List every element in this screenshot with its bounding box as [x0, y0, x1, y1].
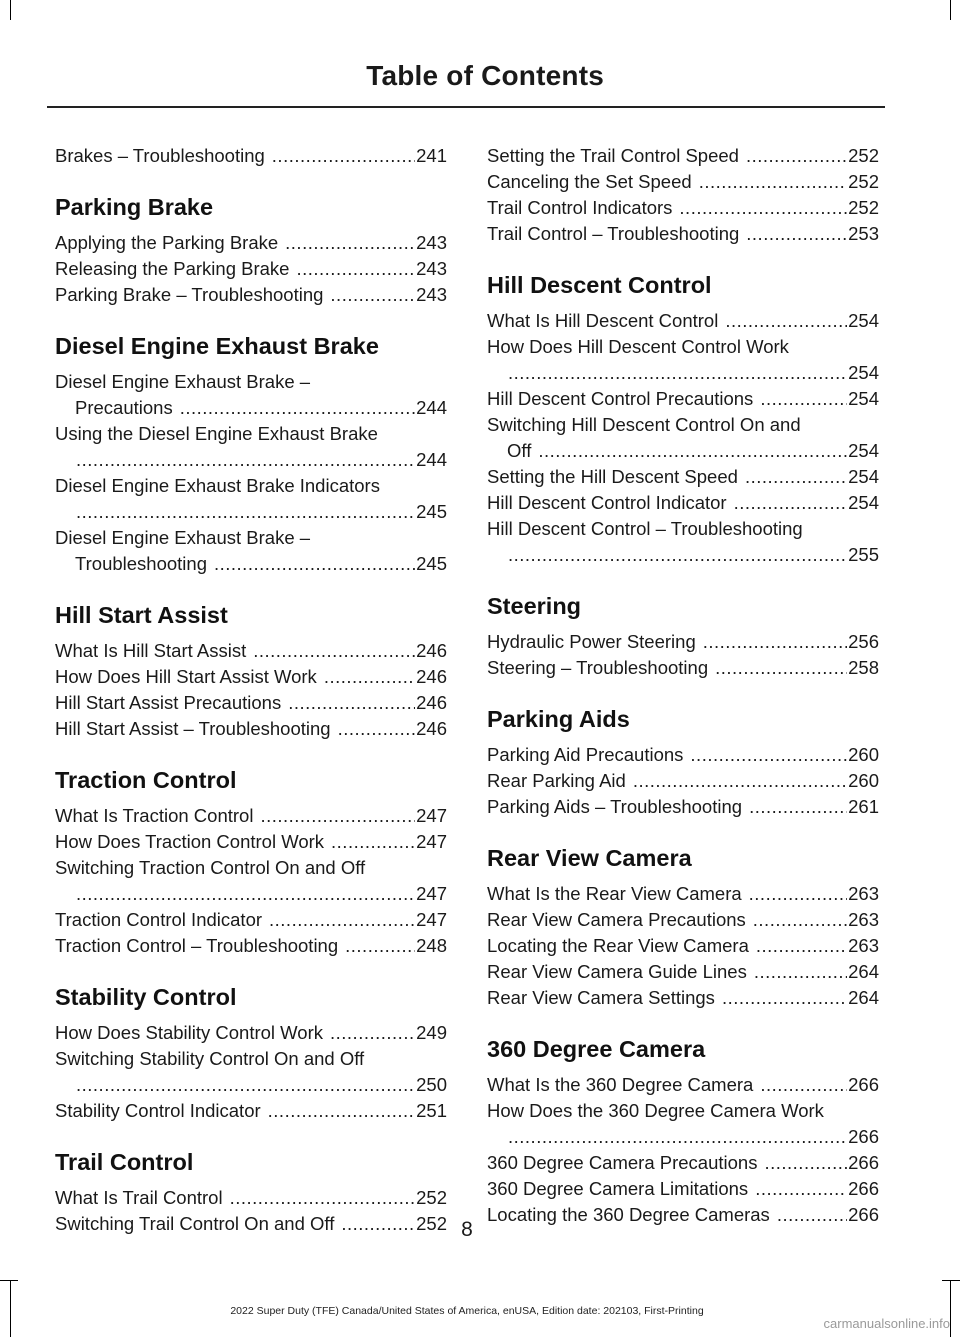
- dot-leader: [722, 985, 847, 1011]
- toc-entry-page: 244: [416, 449, 447, 470]
- crop-mark: [950, 0, 951, 20]
- toc-entry-title: How Does Traction Control Work: [55, 831, 325, 852]
- toc-entry-title: Hydraulic Power Steering: [487, 631, 696, 652]
- toc-entry-title: Parking Aid Precautions: [487, 744, 684, 765]
- toc-entry-title: Diesel Engine Exhaust Brake –: [55, 371, 311, 392]
- toc-entry-title: Rear Parking Aid: [487, 770, 626, 791]
- toc-entry-title: Setting the Hill Descent Speed: [487, 466, 738, 487]
- toc-entry[interactable]: [55, 716, 447, 742]
- section-heading: Hill Start Assist: [55, 602, 228, 628]
- dot-leader: [508, 1124, 847, 1150]
- toc-entry-page: 266: [848, 1178, 879, 1199]
- toc-entry-page: 254: [848, 492, 879, 513]
- dot-leader: [230, 1185, 416, 1211]
- toc-entry-title: Steering – Troubleshooting: [487, 657, 709, 678]
- toc-entry-title-continued: Precautions: [75, 397, 173, 418]
- toc-entry-page: 260: [848, 770, 879, 791]
- toc-entry-title: What Is Hill Descent Control: [487, 310, 719, 331]
- toc-entry-page: 254: [848, 440, 879, 461]
- dot-leader: [214, 551, 415, 577]
- toc-entry-title: Traction Control Indicator: [55, 909, 263, 930]
- crop-mark: [10, 0, 11, 20]
- dot-leader: [760, 386, 847, 412]
- title-divider: [47, 106, 885, 108]
- toc-entry[interactable]: [487, 195, 879, 221]
- section-heading: Traction Control: [55, 767, 237, 793]
- page-number: 8: [461, 1218, 473, 1241]
- toc-entry-page: 243: [416, 284, 447, 305]
- toc-entry[interactable]: [55, 690, 447, 716]
- toc-entry[interactable]: [487, 143, 879, 169]
- toc-entry[interactable]: [487, 1098, 879, 1150]
- toc-entry[interactable]: [55, 638, 447, 664]
- section-heading: Diesel Engine Exhaust Brake: [55, 333, 379, 359]
- dot-leader: [699, 169, 847, 195]
- toc-entry[interactable]: [487, 985, 879, 1011]
- watermark: carmanualsonline.info: [823, 1316, 950, 1331]
- toc-entry-page: 263: [848, 909, 879, 930]
- toc-entry[interactable]: [487, 933, 879, 959]
- toc-entry-title: Setting the Trail Control Speed: [487, 145, 739, 166]
- dot-leader: [755, 1176, 847, 1202]
- dot-leader: [679, 195, 847, 221]
- toc-entry[interactable]: [487, 516, 879, 568]
- toc-entry-page: 246: [416, 718, 447, 739]
- toc-entry-page: 263: [848, 935, 879, 956]
- toc-entry[interactable]: [487, 742, 879, 768]
- toc-entry-page: 246: [416, 666, 447, 687]
- dot-leader: [253, 638, 415, 664]
- toc-right-column: [487, 143, 879, 1228]
- page-title: Table of Contents: [366, 60, 604, 91]
- dot-leader: [76, 1072, 415, 1098]
- dot-leader: [746, 143, 847, 169]
- toc-entry-title: Using the Diesel Engine Exhaust Brake: [55, 423, 378, 444]
- section-heading: Rear View Camera: [487, 845, 692, 871]
- dot-leader: [760, 1072, 847, 1098]
- dot-leader: [268, 1098, 415, 1124]
- toc-entry-page: 254: [848, 388, 879, 409]
- toc-entry-title: What Is Trail Control: [55, 1187, 223, 1208]
- toc-entry[interactable]: [55, 1020, 447, 1046]
- dot-leader: [324, 664, 415, 690]
- toc-entry[interactable]: [487, 794, 879, 820]
- dot-leader: [269, 907, 415, 933]
- dot-leader: [508, 360, 847, 386]
- dot-leader: [76, 499, 415, 525]
- dot-leader: [749, 794, 847, 820]
- toc-entry-title: How Does Hill Descent Control Work: [487, 336, 789, 357]
- toc-entry-page: 252: [848, 197, 879, 218]
- toc-entry[interactable]: [487, 1150, 879, 1176]
- dot-leader: [746, 221, 847, 247]
- toc-entry-title: Trail Control – Troubleshooting: [487, 223, 740, 244]
- toc-entry[interactable]: [487, 169, 879, 195]
- toc-entry-title: Hill Descent Control Precautions: [487, 388, 754, 409]
- toc-entry-page: 243: [416, 258, 447, 279]
- toc-entry-page: 266: [848, 1074, 879, 1095]
- toc-entry-page: 244: [416, 397, 447, 418]
- toc-entry[interactable]: [55, 473, 447, 525]
- toc-entry[interactable]: [55, 143, 447, 169]
- toc-entry[interactable]: [55, 933, 447, 959]
- toc-entry-title: Switching Traction Control On and Off: [55, 857, 366, 878]
- toc-entry[interactable]: [55, 829, 447, 855]
- toc-entry[interactable]: [487, 221, 879, 247]
- toc-entry[interactable]: [487, 386, 879, 412]
- toc-entry-title: Locating the Rear View Camera: [487, 935, 749, 956]
- toc-entry-title: Hill Start Assist Precautions: [55, 692, 282, 713]
- toc-entry-page: 248: [416, 935, 447, 956]
- toc-entry-title: Switching Hill Descent Control On and: [487, 414, 801, 435]
- dot-leader: [734, 490, 848, 516]
- toc-entry-page: 266: [848, 1126, 879, 1147]
- toc-entry[interactable]: [55, 803, 447, 829]
- toc-entry-page: 249: [416, 1022, 447, 1043]
- dot-leader: [260, 803, 415, 829]
- section-heading: Trail Control: [55, 1149, 194, 1175]
- toc-entry-title: What Is the Rear View Camera: [487, 883, 742, 904]
- toc-entry[interactable]: [55, 907, 447, 933]
- toc-entry-page: 243: [416, 232, 447, 253]
- toc-entry[interactable]: [487, 1176, 879, 1202]
- toc-entry-title: What Is Traction Control: [55, 805, 254, 826]
- toc-entry-title-continued: Troubleshooting: [75, 553, 207, 574]
- dot-leader: [725, 308, 847, 334]
- toc-entry-page: 245: [416, 553, 447, 574]
- dot-leader: [338, 716, 416, 742]
- toc-entry[interactable]: [487, 490, 879, 516]
- toc-entry[interactable]: [55, 230, 447, 256]
- toc-entry[interactable]: [55, 1185, 447, 1211]
- toc-entry-title: 360 Degree Camera Precautions: [487, 1152, 758, 1173]
- toc-entry-title: What Is Hill Start Assist: [55, 640, 247, 661]
- dot-leader: [296, 256, 415, 282]
- toc-entry-page: 247: [416, 909, 447, 930]
- toc-entry-page: 247: [416, 883, 447, 904]
- toc-entry[interactable]: [487, 959, 879, 985]
- toc-entry-page: 263: [848, 883, 879, 904]
- toc-entry[interactable]: [487, 629, 879, 655]
- toc-entry-title: Traction Control – Troubleshooting: [55, 935, 339, 956]
- toc-entry-title: Canceling the Set Speed: [487, 171, 692, 192]
- toc-entry[interactable]: [487, 464, 879, 490]
- dot-leader: [690, 742, 847, 768]
- toc-entry[interactable]: [55, 256, 447, 282]
- toc-left-column: [55, 143, 447, 1237]
- toc-entry-page: 246: [416, 692, 447, 713]
- toc-entry[interactable]: [55, 421, 447, 473]
- crop-mark: [950, 1280, 951, 1337]
- toc-entry[interactable]: [55, 1098, 447, 1124]
- toc-entry[interactable]: [487, 907, 879, 933]
- dot-leader: [754, 959, 847, 985]
- dot-leader: [331, 829, 415, 855]
- section-heading: Parking Aids: [487, 706, 630, 732]
- toc-entry-title: Applying the Parking Brake: [55, 232, 279, 253]
- toc-entry[interactable]: [487, 308, 879, 334]
- toc-entry-title: Hill Descent Control – Troubleshooting: [487, 518, 803, 539]
- dot-leader: [508, 542, 847, 568]
- toc-entry-title: How Does Stability Control Work: [55, 1022, 323, 1043]
- toc-entry-page: 250: [416, 1074, 447, 1095]
- dot-leader: [745, 464, 847, 490]
- toc-entry[interactable]: [55, 1046, 447, 1098]
- toc-entry-page: 241: [416, 145, 447, 166]
- toc-entry-page: 247: [416, 831, 447, 852]
- toc-entry-page: 252: [848, 145, 879, 166]
- edition-footer: 2022 Super Duty (TFE) Canada/United States of America, enUSA, Edition date: 202103, First-Printing: [230, 1305, 704, 1317]
- toc-entry-title: Parking Brake – Troubleshooting: [55, 284, 324, 305]
- toc-entry[interactable]: [55, 664, 447, 690]
- toc-entry-page: 247: [416, 805, 447, 826]
- toc-entry[interactable]: [487, 655, 879, 681]
- toc-entry-title: How Does the 360 Degree Camera Work: [487, 1100, 824, 1121]
- toc-entry-page: 252: [848, 171, 879, 192]
- toc-entry-title: Diesel Engine Exhaust Brake –: [55, 527, 311, 548]
- toc-entry[interactable]: [487, 768, 879, 794]
- toc-entry-title: Rear View Camera Guide Lines: [487, 961, 747, 982]
- toc-entry-page: 255: [848, 544, 879, 565]
- dot-leader: [756, 933, 847, 959]
- dot-leader: [76, 447, 415, 473]
- toc-entry-title: What Is the 360 Degree Camera: [487, 1074, 754, 1095]
- toc-entry-page: 261: [848, 796, 879, 817]
- toc-entry-page: 245: [416, 501, 447, 522]
- toc-entry-title: Switching Stability Control On and Off: [55, 1048, 365, 1069]
- dot-leader: [703, 629, 847, 655]
- toc-entry-page: 264: [848, 987, 879, 1008]
- toc-entry-title: Trail Control Indicators: [487, 197, 673, 218]
- dot-leader: [76, 881, 415, 907]
- toc-entry-page: 264: [848, 961, 879, 982]
- dot-leader: [288, 690, 415, 716]
- crop-mark: [942, 1280, 960, 1281]
- toc-entry-page: 251: [416, 1100, 447, 1121]
- toc-entry-page: 254: [848, 466, 879, 487]
- section-heading: Stability Control: [55, 984, 237, 1010]
- toc-entry[interactable]: [55, 855, 447, 907]
- section-heading: Steering: [487, 593, 582, 619]
- crop-mark: [0, 1280, 18, 1281]
- toc-entry-page: 258: [848, 657, 879, 678]
- dot-leader: [330, 1020, 415, 1046]
- dot-leader: [764, 1150, 847, 1176]
- toc-entry-title: Hill Start Assist – Troubleshooting: [55, 718, 331, 739]
- toc-entry[interactable]: [487, 334, 879, 386]
- toc-entry-title: Switching Trail Control On and Off: [55, 1213, 335, 1234]
- toc-entry-title: Releasing the Parking Brake: [55, 258, 290, 279]
- toc-entry-title: How Does Hill Start Assist Work: [55, 666, 317, 687]
- toc-entry-title: Hill Descent Control Indicator: [487, 492, 727, 513]
- toc-entry-page: 256: [848, 631, 879, 652]
- section-heading: Hill Descent Control: [487, 272, 712, 298]
- section-heading: 360 Degree Camera: [487, 1036, 706, 1062]
- toc-entry-title-continued: Off: [507, 440, 532, 461]
- toc-entry-title: Stability Control Indicator: [55, 1100, 261, 1121]
- toc-entry[interactable]: [55, 282, 447, 308]
- toc-entry-page: 254: [848, 362, 879, 383]
- toc-entry-title: 360 Degree Camera Limitations: [487, 1178, 749, 1199]
- dot-leader: [272, 143, 415, 169]
- toc-entry[interactable]: [55, 369, 447, 421]
- toc-entry[interactable]: [487, 1072, 879, 1098]
- toc-entry-title: Rear View Camera Settings: [487, 987, 715, 1008]
- toc-entry-page: 253: [848, 223, 879, 244]
- toc-entry-title: Locating the 360 Degree Cameras: [487, 1204, 770, 1225]
- toc-entry-page: 266: [848, 1152, 879, 1173]
- dot-leader: [633, 768, 847, 794]
- toc-entry[interactable]: [55, 525, 447, 577]
- dot-leader: [180, 395, 415, 421]
- toc-entry-title: Parking Aids – Troubleshooting: [487, 796, 743, 817]
- dot-leader: [285, 230, 415, 256]
- toc-entry-title: Rear View Camera Precautions: [487, 909, 746, 930]
- toc-entry-title: Diesel Engine Exhaust Brake Indicators: [55, 475, 380, 496]
- toc-entry-title: Brakes – Troubleshooting: [55, 145, 265, 166]
- dot-leader: [345, 933, 415, 959]
- toc-entry-page: 260: [848, 744, 879, 765]
- toc-entry-page: 254: [848, 310, 879, 331]
- section-heading: Parking Brake: [55, 194, 214, 220]
- dot-leader: [538, 438, 847, 464]
- dot-leader: [753, 907, 847, 933]
- dot-leader: [715, 655, 847, 681]
- toc-entry-page: 246: [416, 640, 447, 661]
- toc-entry-page: 252: [416, 1213, 447, 1234]
- dot-leader: [330, 282, 415, 308]
- dot-leader: [749, 881, 847, 907]
- toc-entry[interactable]: [487, 412, 879, 464]
- toc-entry[interactable]: [487, 881, 879, 907]
- toc-entry-page: 266: [848, 1204, 879, 1225]
- toc-entry-page: 252: [416, 1187, 447, 1208]
